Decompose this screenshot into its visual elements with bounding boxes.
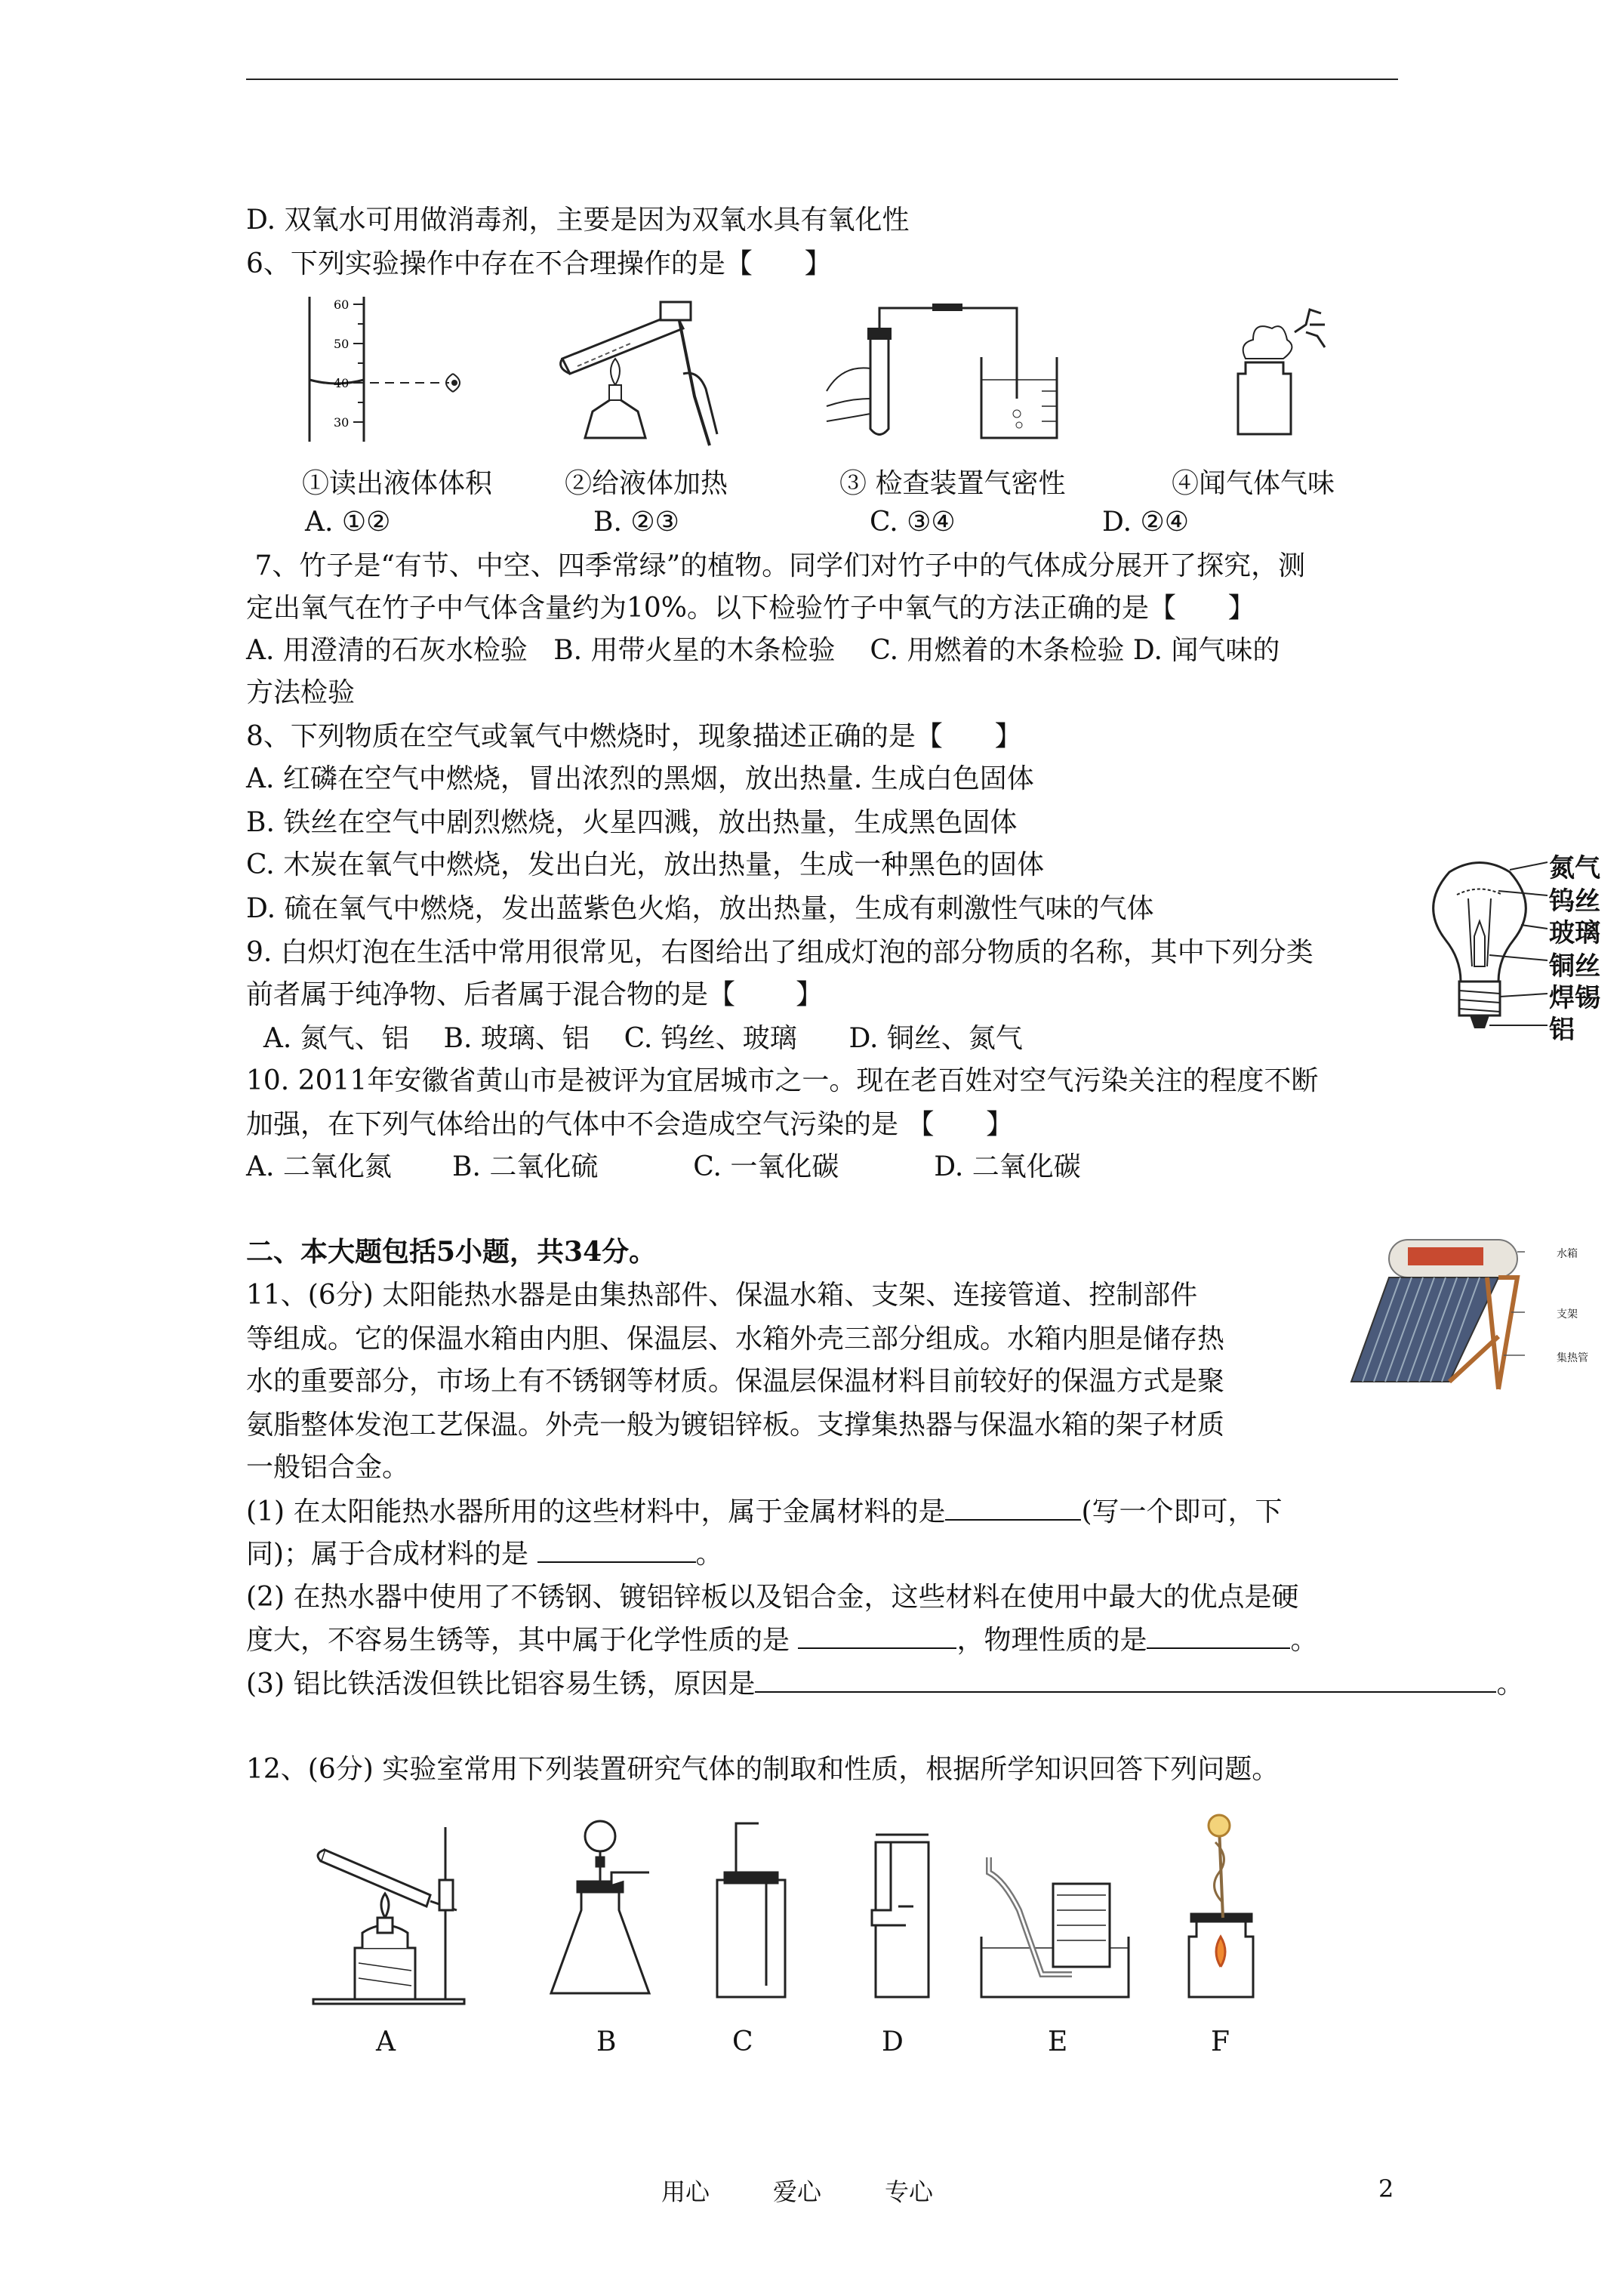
hand-wafting-icon <box>1295 310 1325 347</box>
answer-blank-synthetic[interactable] <box>537 1536 696 1563</box>
question-7-options: A. 用澄清的石灰水检验 B. 用带火星的木条检验 C. 用燃着的木条检验 D. 闻气味的 <box>246 635 1280 666</box>
bulb-label-glass: 玻璃 <box>1549 918 1600 948</box>
apparatus-e <box>981 1857 1129 1997</box>
q6-option-a: A. ①② <box>305 507 391 538</box>
q6-option-d: D. ②④ <box>1102 507 1190 538</box>
q6-caption-4: ④闻气体气味 <box>1172 468 1335 499</box>
page-number: 2 <box>1378 2174 1394 2203</box>
question-6: 6、下列实验操作中存在不合理操作的是【 】 <box>246 248 832 279</box>
answer-blank-physical[interactable] <box>1147 1622 1290 1649</box>
light-bulb-figure <box>1415 853 1548 1042</box>
apparatus-f <box>1189 1815 1253 1997</box>
hand-icon <box>827 368 870 421</box>
q6-caption-2: ②给液体加热 <box>565 468 728 499</box>
bulb-label-aluminum: 铝 <box>1549 1015 1575 1045</box>
flame-icon <box>1216 1937 1225 1967</box>
question-11-line-1: 11、(6分) 太阳能热水器是由集热部件、保温水箱、支架、连接管道、控制部件 <box>246 1280 1198 1311</box>
bulb-label-nitrogen: 氮气 <box>1549 853 1600 883</box>
question-10-line-2: 加强，在下列气体给出的气体中不会造成空气污染的是 【 】 <box>246 1109 1014 1140</box>
apparatus-label-d: D <box>882 2026 904 2057</box>
apparatus-label-a: A <box>376 2026 396 2057</box>
footer-item-1: 用心 <box>661 2177 710 2206</box>
apparatus-label-b: B <box>596 2026 617 2057</box>
question-12: 12、(6分) 实验室常用下列装置研究气体的制取和性质，根据所学知识回答下列问题。 <box>246 1754 1280 1785</box>
airtightness-check-figure <box>819 293 1068 451</box>
q8-option-d: D. 硫在氧气中燃烧，发出蓝紫色火焰，放出热量，生成有刺激性气味的气体 <box>246 893 1154 924</box>
question-11-line-3: 水的重要部分，市场上有不锈钢等材质。保温层保温材料目前较好的保温方式是聚 <box>246 1366 1225 1397</box>
smelling-gas-figure <box>1223 302 1336 445</box>
heater-label-collector: 集热管 <box>1557 1352 1588 1364</box>
bulb-label-tungsten: 钨丝 <box>1549 886 1600 917</box>
footer-item-3: 专心 <box>885 2177 934 2206</box>
question-9-line-2: 前者属于纯净物、后者属于混合物的是【 】 <box>246 979 824 1010</box>
q8-option-c: C. 木炭在氧气中燃烧，发出白光，放出热量，生成一种黑色的固体 <box>246 849 1045 880</box>
flame-icon <box>611 359 620 385</box>
question-7-line-2: 定出氧气在竹子中气体含量约为10%。以下检验竹子中氧气的方法正确的是【 】 <box>246 593 1255 624</box>
q6-option-b: B. ②③ <box>593 507 679 538</box>
apparatus-label-f: F <box>1211 2026 1230 2057</box>
header-rule <box>246 79 1398 80</box>
q8-option-b: B. 铁丝在空气中剧烈燃烧，火星四溅，放出热量，生成黑色固体 <box>246 807 1018 838</box>
question-8: 8、下列物质在空气或氧气中燃烧时，现象描述正确的是【 】 <box>246 721 1022 752</box>
q8-option-a: A. 红磷在空气中燃烧，冒出浓烈的黑烟，放出热量. 生成白色固体 <box>246 763 1034 794</box>
bulb-label-copper: 铜丝 <box>1549 951 1600 982</box>
apparatus-label-e: E <box>1048 2026 1068 2057</box>
question-11-part-2: (2) 在热水器中使用了不锈钢、镀铝锌板以及铝合金，这些材料在使用中最大的优点是硬 <box>246 1582 1299 1613</box>
question-10-line-1: 10. 2011年安徽省黄山市是被评为宜居城市之一。现在老百姓对空气污染关注的程度不断 <box>246 1065 1319 1096</box>
heater-label-stand: 支架 <box>1557 1308 1578 1321</box>
question-11-part-3: (3) 铝比铁活泼但铁比铝容易生锈，原因是 。 <box>246 1666 1523 1703</box>
tick-50: 50 <box>334 337 350 351</box>
question-11-line-2: 等组成。它的保温水箱由内胆、保温层、水箱外壳三部分组成。水箱内胆是储存热 <box>246 1324 1225 1354</box>
apparatus-c <box>717 1823 785 1997</box>
question-11-line-5: 一般铝合金。 <box>246 1452 410 1483</box>
question-9-line-1: 9. 白炽灯泡在生活中常用很常见，右图给出了组成灯泡的部分物质的名称，其中下列分类 <box>246 937 1313 968</box>
section-2-heading: 二、本大题包括5小题，共34分。 <box>246 1236 657 1268</box>
heater-label-tank: 水箱 <box>1557 1248 1578 1260</box>
question-7-line-1: 7、竹子是“有节、中空、四季常绿”的植物。同学们对竹子中的气体成分展开了探究，测 <box>246 550 1306 581</box>
question-7-options-cont: 方法检验 <box>246 677 356 708</box>
apparatus-figure <box>310 1812 1298 2008</box>
question-9-options: A. 氮气、铝 B. 玻璃、铝 C. 钨丝、玻璃 D. 铜丝、氮气 <box>246 1023 1023 1054</box>
q6-option-c: C. ③④ <box>870 507 956 538</box>
footer-item-2: 爱心 <box>773 2177 822 2206</box>
question-11-line-4: 氨脂整体发泡工艺保温。外壳一般为镀铝锌板。支撑集热器与保温水箱的架子材质 <box>246 1410 1225 1441</box>
answer-blank-reason[interactable] <box>755 1666 1496 1693</box>
q6-caption-1: ①读出液体体积 <box>302 468 493 499</box>
flame-icon <box>381 1894 389 1918</box>
tick-40: 40 <box>334 376 350 390</box>
apparatus-label-c: C <box>732 2026 753 2057</box>
question-11-part-2-cont: 度大，不容易生锈等，其中属于化学性质的是 ，物理性质的是 。 <box>246 1622 1317 1659</box>
question-11-part-1: (1) 在太阳能热水器所用的这些材料中，属于金属材料的是 (写一个即可，下 <box>246 1493 1283 1530</box>
tick-30: 30 <box>334 415 350 430</box>
apparatus-b <box>551 1821 649 1993</box>
apparatus-d <box>872 1835 929 1997</box>
question-10-options: A. 二氧化氮 B. 二氧化硫 C. 一氧化碳 D. 二氧化碳 <box>246 1151 1081 1182</box>
bulb-label-solder: 焊锡 <box>1549 983 1600 1013</box>
heating-liquid-figure <box>547 298 736 457</box>
answer-blank-chemical[interactable] <box>798 1622 956 1649</box>
q6-caption-3: ③ 检查装置气密性 <box>839 468 1066 499</box>
question-11-part-1-cont: 同)；属于合成材料的是 。 <box>246 1536 723 1573</box>
solar-water-heater-figure <box>1336 1231 1525 1404</box>
answer-blank-metal[interactable] <box>945 1493 1081 1521</box>
apparatus-a <box>313 1827 464 2004</box>
tick-60: 60 <box>334 297 350 312</box>
graduated-cylinder-figure <box>294 291 491 449</box>
q5-option-d: D. 双氧水可用做消毒剂，主要是因为双氧水具有氧化性 <box>246 205 910 236</box>
